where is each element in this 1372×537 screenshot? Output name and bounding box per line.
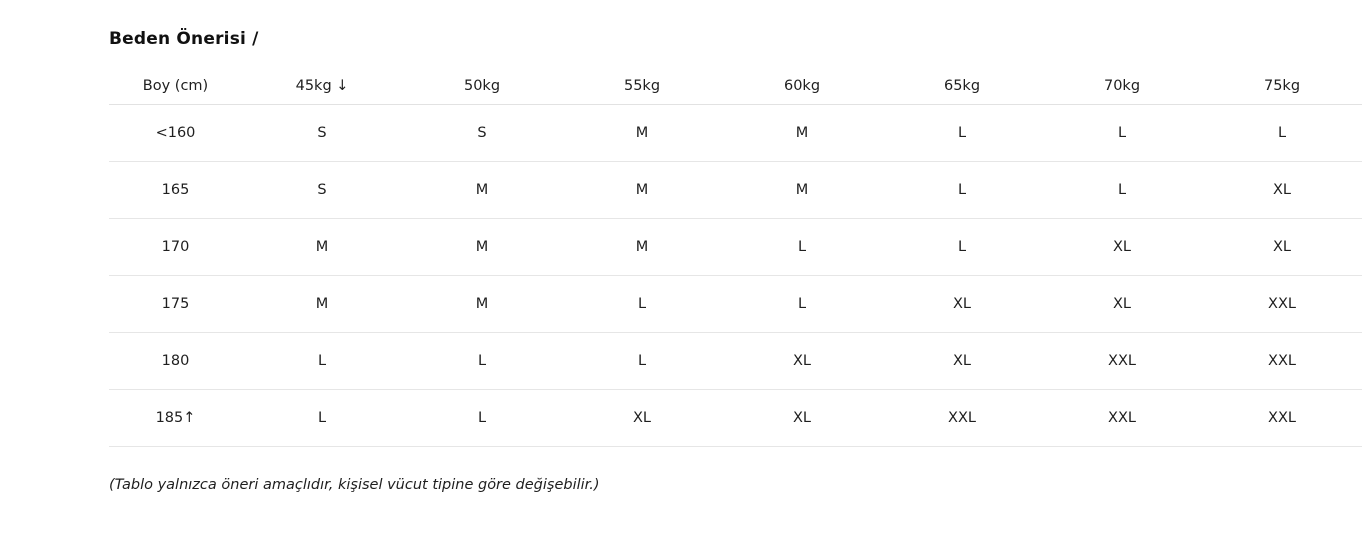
table-header-row — [109, 68, 1362, 105]
table-cell: XXL — [882, 390, 1042, 447]
table-cell: L — [1042, 105, 1202, 162]
table-cell: L — [402, 390, 562, 447]
table-cell: XL — [882, 276, 1042, 333]
page-title: Beden Önerisi / — [109, 29, 259, 49]
table-cell: S — [242, 162, 402, 219]
row-header-height: 170 — [109, 219, 242, 276]
column-header-45kg: 45kg ↓ — [242, 68, 402, 105]
disclaimer-note: (Tablo yalnızca öneri amaçlıdır, kişisel vücut tipine göre değişebilir.) — [109, 477, 600, 493]
table-cell: L — [1202, 105, 1362, 162]
column-header-60kg: 60kg — [722, 68, 882, 105]
table-cell: M — [242, 276, 402, 333]
table-cell: L — [882, 162, 1042, 219]
table-cell: L — [882, 219, 1042, 276]
table-cell: XXL — [1202, 333, 1362, 390]
column-header-50kg: 50kg — [402, 68, 562, 105]
table-cell: L — [882, 105, 1042, 162]
table-cell: XXL — [1202, 276, 1362, 333]
table-header — [109, 68, 1362, 105]
column-header-65kg: 65kg — [882, 68, 1042, 105]
table-cell: M — [722, 105, 882, 162]
table-cell: XXL — [1042, 390, 1202, 447]
table-cell: M — [402, 276, 562, 333]
table-row — [109, 390, 1362, 447]
table-cell: L — [562, 333, 722, 390]
table-cell: XL — [562, 390, 722, 447]
table-cell: M — [562, 219, 722, 276]
table-cell: XL — [1042, 276, 1202, 333]
table-row — [109, 219, 1362, 276]
table-row — [109, 162, 1362, 219]
table-cell: M — [722, 162, 882, 219]
table-cell: L — [722, 219, 882, 276]
column-header-height: Boy (cm) — [109, 68, 242, 105]
table-cell: L — [242, 333, 402, 390]
table-cell: L — [562, 276, 722, 333]
table-cell: M — [402, 219, 562, 276]
table-cell: S — [242, 105, 402, 162]
size-recommendation-table — [109, 68, 1362, 447]
table-cell: M — [242, 219, 402, 276]
table-cell: L — [242, 390, 402, 447]
table-cell: XL — [722, 333, 882, 390]
table-cell: XXL — [1202, 390, 1362, 447]
table-cell: S — [402, 105, 562, 162]
table-cell: M — [402, 162, 562, 219]
table-cell: XL — [722, 390, 882, 447]
row-header-height: 180 — [109, 333, 242, 390]
table-cell: XXL — [1042, 333, 1202, 390]
table-cell: M — [562, 105, 722, 162]
row-header-height: 175 — [109, 276, 242, 333]
table-cell: XL — [1202, 162, 1362, 219]
column-header-55kg: 55kg — [562, 68, 722, 105]
table-cell: M — [562, 162, 722, 219]
table-row — [109, 276, 1362, 333]
row-header-height: 185↑ — [109, 390, 242, 447]
table-row — [109, 333, 1362, 390]
table-body — [109, 105, 1362, 447]
table-cell: XL — [882, 333, 1042, 390]
table-row — [109, 105, 1362, 162]
row-header-height: 165 — [109, 162, 242, 219]
table-cell: XL — [1202, 219, 1362, 276]
table-cell: L — [722, 276, 882, 333]
table-cell: L — [402, 333, 562, 390]
column-header-75kg: 75kg — [1202, 68, 1362, 105]
table-cell: L — [1042, 162, 1202, 219]
table-cell: XL — [1042, 219, 1202, 276]
row-header-height: <160 — [109, 105, 242, 162]
column-header-70kg: 70kg — [1042, 68, 1202, 105]
